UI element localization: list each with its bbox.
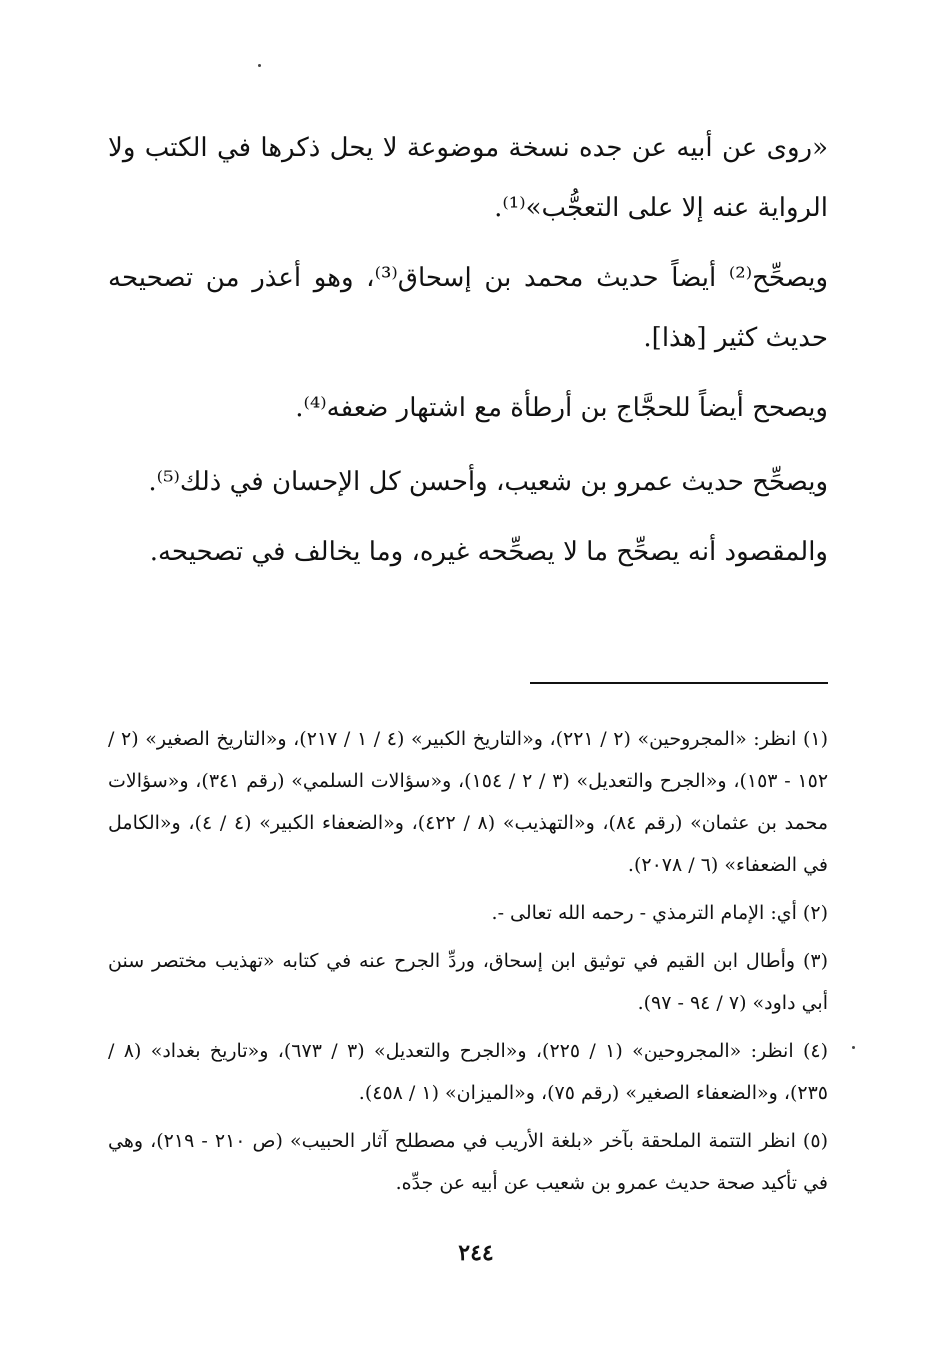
paragraph-hajjaj: ويصحح أيضاً للحجَّاج بن أرطأة مع اشتهار ضعفه⁽⁴⁾. — [295, 393, 828, 423]
main-text — [108, 118, 828, 592]
footnotes — [108, 718, 828, 1210]
footnote-1: (١) انظر: «المجروحين» (٢ / ٢٢١)، و«التاريخ الكبير» (٤ / ١ / ٢١٧)، و«التاريخ الصغير» (٢ / ١٥٢ - ١٥٣)، و«الجرح والتعديل» (٣ / ٢ / ١٥٤)، و«سؤالات السلمي» (رقم ٣٤١)، و«سؤالات محمد بن عثمان» (رقم ٨٤)، و«التهذيب» (٨ / ٤٢٢)، و«الضعفاء الكبير» (٤ / ٤)، و«الكامل في الضعفاء» (٦ / ٢٠٧٨). — [108, 728, 829, 876]
page-number: ٢٤٤ — [458, 1240, 494, 1266]
footnote-divider — [530, 682, 828, 684]
paragraph-ibn-ishaq: ويصحِّح⁽²⁾ أيضاً حديث محمد بن إسحاق⁽³⁾، وهو أعذر من تصحيحه حديث كثير [هذا]. — [108, 263, 828, 353]
paragraph-quote: «روى عن أبيه عن جده نسخة موضوعة لا يحل ذكرها في الكتب ولا الرواية عنه إلا على التعجُّب»⁽¹⁾. — [108, 133, 828, 223]
footnote-2: (٢) أي: الإمام الترمذي - رحمه الله تعالى -. — [491, 902, 828, 924]
footnote-4: (٤) انظر: «المجروحين» (١ / ٢٢٥)، و«الجرح والتعديل» (٣ / ٦٧٣)، و«تاريخ بغداد» (٨ / ٢٣٥)، و«الضعفاء الصغير» (رقم ٧٥)، و«الميزان» (١ / ٤٥٨). — [108, 1040, 829, 1104]
paragraph-amr-ibn-shuayb: ويصحِّح حديث عمرو بن شعيب، وأحسن كل الإحسان في ذلك⁽⁵⁾. — [148, 467, 828, 497]
scan-speck — [258, 64, 261, 67]
scan-speck — [852, 1046, 855, 1049]
footnote-5: (٥) انظر التتمة الملحقة بآخر «بلغة الأريب في مصطلح آثار الحبيب» (ص ٢١٠ - ٢١٩)، وهي في تأكيد صحة حديث عمرو بن شعيب عن أبيه عن جدِّه. — [108, 1130, 828, 1194]
paragraph-conclusion: والمقصود أنه يصحِّح ما لا يصحِّحه غيره، وما يخالف في تصحيحه. — [149, 537, 828, 567]
footnote-3: (٣) وأطال ابن القيم في توثيق ابن إسحاق، وردِّ الجرح عنه في كتابه «تهذيب مختصر سنن أبي داود» (٧ / ٩٤ - ٩٧). — [108, 950, 828, 1014]
